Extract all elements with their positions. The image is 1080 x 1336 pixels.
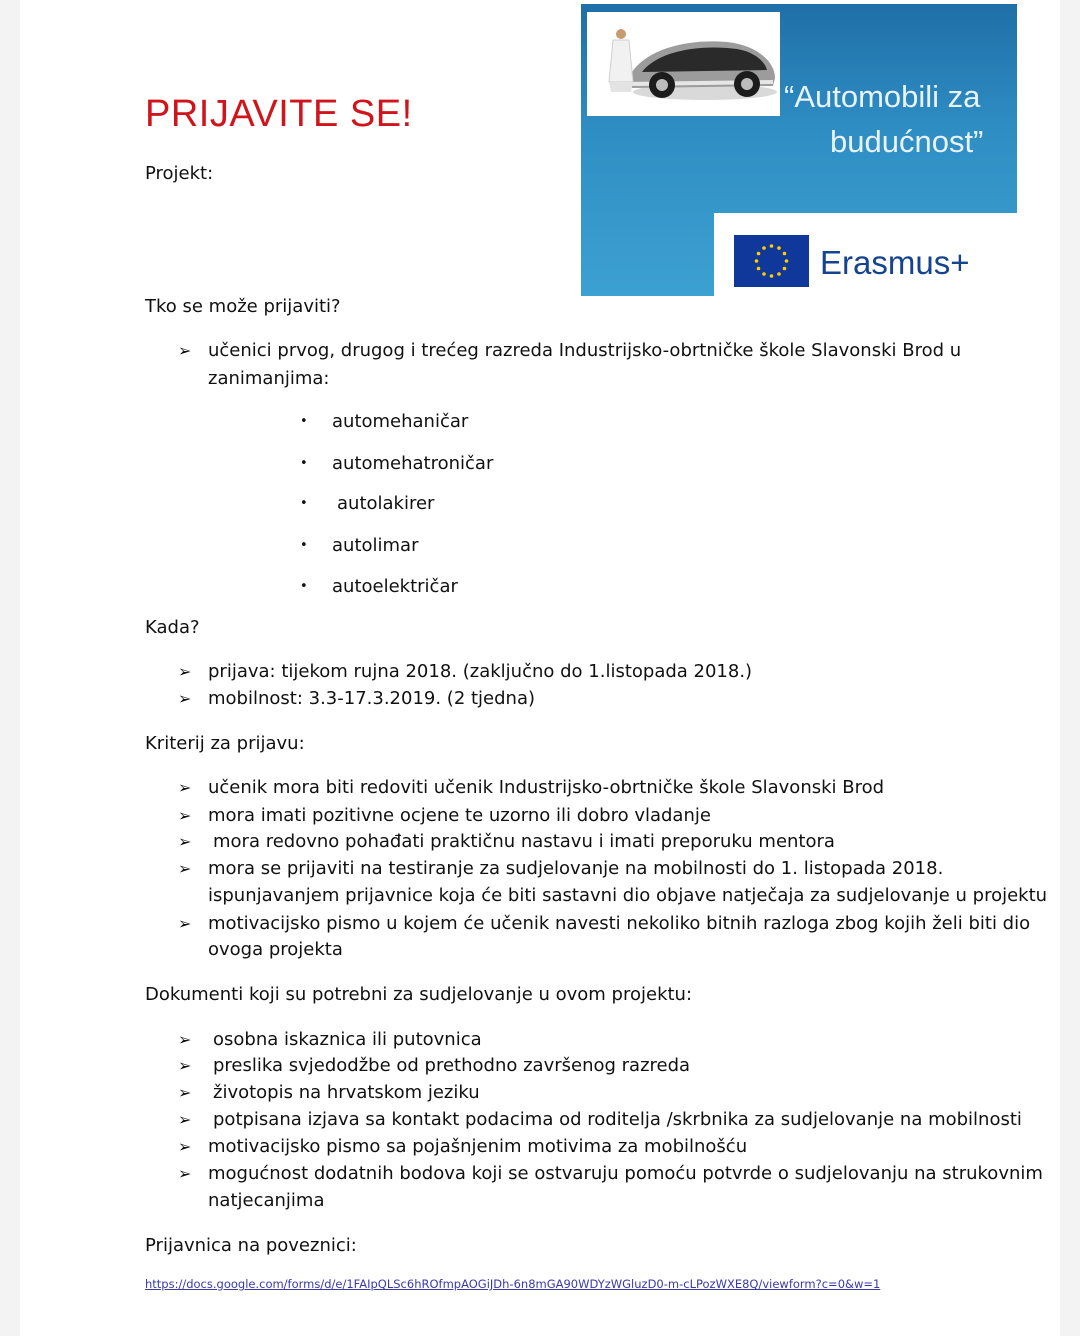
project-banner bbox=[581, 4, 1017, 296]
documents-heading: Dokumenti koji su potrebni za sudjelovanje u ovom projektu: bbox=[145, 984, 693, 1005]
banner-title-line2: budućnost” bbox=[830, 124, 984, 159]
arrow-bullet-icon: ➢ bbox=[178, 806, 192, 825]
when-item: prijava: tijekom rujna 2018. (zaključno do 1.listopada 2018.) bbox=[208, 661, 753, 682]
eu-star-icon bbox=[777, 272, 781, 276]
dot-bullet-icon: • bbox=[300, 456, 308, 471]
arrow-bullet-icon: ➢ bbox=[178, 778, 192, 797]
eu-star-icon bbox=[783, 252, 787, 256]
dot-bullet-icon: • bbox=[300, 538, 308, 553]
occupation-item: autoelektričar bbox=[332, 576, 458, 597]
who-item-line1: učenici prvog, drugog i trećeg razreda Industrijsko-obrtničke škole Slavonski Brod u bbox=[208, 340, 962, 361]
document-item: životopis na hrvatskom jeziku bbox=[213, 1082, 480, 1103]
page-title: PRIJAVITE SE! bbox=[145, 93, 413, 135]
criteria-item: mora se prijaviti na testiranje za sudjelovanje na mobilnosti do 1. listopada 2018. bbox=[208, 858, 944, 879]
eu-flag-icon bbox=[734, 235, 809, 287]
occupation-item: autolimar bbox=[332, 535, 419, 556]
criteria-item: učenik mora biti redoviti učenik Industrijsko-obrtničke škole Slavonski Brod bbox=[208, 777, 885, 798]
eu-star-icon bbox=[757, 252, 761, 256]
eu-star-icon bbox=[755, 259, 759, 263]
arrow-bullet-icon: ➢ bbox=[178, 1056, 192, 1075]
dot-bullet-icon: • bbox=[300, 496, 308, 511]
erasmus-logo bbox=[714, 213, 1017, 296]
arrow-bullet-icon: ➢ bbox=[178, 689, 192, 708]
criteria-heading: Kriterij za prijavu: bbox=[145, 733, 305, 754]
arrow-bullet-icon: ➢ bbox=[178, 859, 192, 878]
arrow-bullet-icon: ➢ bbox=[178, 1030, 192, 1049]
eu-star-icon bbox=[762, 246, 766, 250]
arrow-bullet-icon: ➢ bbox=[178, 832, 192, 851]
occupation-item: autolakirer bbox=[337, 493, 435, 514]
dot-bullet-icon: • bbox=[300, 414, 308, 429]
eu-star-icon bbox=[777, 246, 781, 250]
who-heading: Tko se može prijaviti? bbox=[145, 296, 341, 317]
criteria-item-continued: ispunjavanjem prijavnice koja će biti sastavni dio objave natječaja za sudjelovanje u projektu bbox=[208, 885, 1048, 906]
arrow-bullet-icon: ➢ bbox=[178, 1164, 192, 1183]
document-item-continued: natjecanjima bbox=[208, 1190, 325, 1211]
when-item: mobilnost: 3.3-17.3.2019. (2 tjedna) bbox=[208, 688, 536, 709]
document-page bbox=[20, 0, 1060, 1336]
when-heading: Kada? bbox=[145, 617, 200, 638]
arrow-bullet-icon: ➢ bbox=[178, 1110, 192, 1129]
arrow-bullet-icon: ➢ bbox=[178, 341, 192, 360]
erasmus-label: Erasmus+ bbox=[820, 244, 970, 281]
arrow-bullet-icon: ➢ bbox=[178, 1137, 192, 1156]
eu-star-icon bbox=[757, 267, 761, 271]
arrow-bullet-icon: ➢ bbox=[178, 1083, 192, 1102]
eu-star-icon bbox=[783, 267, 787, 271]
eu-star-icon bbox=[770, 274, 774, 278]
criteria-item: mora redovno pohađati praktičnu nastavu i imati preporuku mentora bbox=[213, 831, 835, 852]
car-image bbox=[587, 12, 780, 116]
who-item-line2: zanimanjima: bbox=[208, 368, 330, 389]
document-item: osobna iskaznica ili putovnica bbox=[213, 1029, 482, 1050]
document-item: motivacijsko pismo sa pojašnjenim motivima za mobilnošću bbox=[208, 1136, 748, 1157]
document-item: preslika svjedodžbe od prethodno završenog razreda bbox=[213, 1055, 691, 1076]
application-form-link[interactable]: https://docs.google.com/forms/d/e/1FAIpQLSc6hROfmpAOGiJDh-6n8mGA90WDYzWGluzD0-m-cLPozWXE8Q/viewform?c=0&w=1 bbox=[145, 1277, 881, 1291]
criteria-item: mora imati pozitivne ocjene te uzorno ili dobro vladanje bbox=[208, 805, 711, 826]
document-item: mogućnost dodatnih bodova koji se ostvaruju pomoću potvrde o sudjelovanju na strukovnim bbox=[208, 1163, 1043, 1184]
form-heading: Prijavnica na poveznici: bbox=[145, 1235, 357, 1256]
eu-star-icon bbox=[770, 244, 774, 248]
banner-title-line1: “Automobili za bbox=[784, 79, 981, 114]
eu-star-icon bbox=[785, 259, 789, 263]
occupation-item: automehaničar bbox=[332, 411, 469, 432]
arrow-bullet-icon: ➢ bbox=[178, 914, 192, 933]
criteria-item-continued: ovoga projekta bbox=[208, 939, 343, 960]
eu-star-icon bbox=[762, 272, 766, 276]
project-label: Projekt: bbox=[145, 163, 214, 184]
arrow-bullet-icon: ➢ bbox=[178, 662, 192, 681]
document-item: potpisana izjava sa kontakt podacima od roditelja /skrbnika za sudjelovanje na mobilnosti bbox=[213, 1109, 1022, 1130]
criteria-item: motivacijsko pismo u kojem će učenik navesti nekoliko bitnih razloga zbog kojih želi biti dio bbox=[208, 913, 1031, 934]
occupation-item: automehatroničar bbox=[332, 453, 494, 474]
dot-bullet-icon: • bbox=[300, 579, 308, 594]
